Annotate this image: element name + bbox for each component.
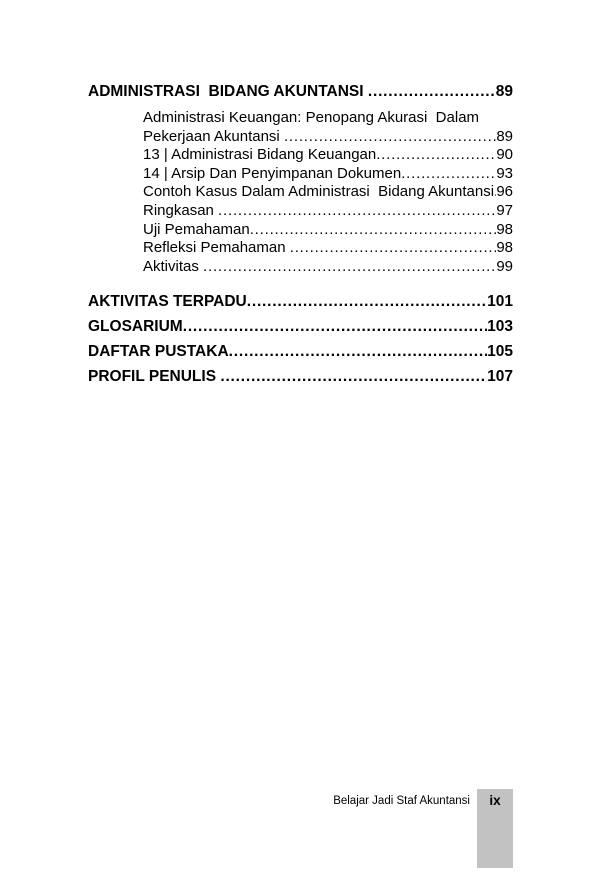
- footer-book-title: Belajar Jadi Staf Akuntansi: [333, 795, 470, 807]
- footer-page-tab: [477, 789, 513, 868]
- toc-entry-label: 14 | Arsip Dan Penyimpanan Dokumen: [143, 164, 402, 182]
- toc-entry-page: 90: [496, 146, 513, 164]
- toc-entry-page: 97: [496, 201, 513, 219]
- toc-entry-page: 105: [487, 343, 513, 361]
- toc-leader-dots: [368, 82, 496, 101]
- toc-entry-label: Administrasi Keuangan: Penopang Akurasi Dalam: [143, 109, 480, 126]
- toc-entry-page: 96: [496, 183, 513, 201]
- toc-leader-dots: [247, 292, 487, 311]
- toc-entry-page: 98: [496, 239, 513, 257]
- toc-leader-dots: [376, 146, 496, 165]
- toc-leader-dots: [203, 258, 496, 277]
- toc-entry-label: PROFIL PENULIS: [88, 368, 221, 386]
- toc-entry-page: 99: [496, 257, 513, 275]
- toc-entry-label: Uji Pemahaman: [143, 220, 250, 238]
- toc-entry-label: 13 | Administrasi Bidang Keuangan: [143, 146, 377, 164]
- toc-row: [143, 146, 513, 165]
- toc-leader-dots: [250, 221, 497, 240]
- toc-entry-label: GLOSARIUM: [88, 318, 183, 336]
- toc-row: [143, 109, 513, 128]
- toc-entry-label: DAFTAR PUSTAKA: [88, 343, 229, 361]
- toc-entry-page: 107: [487, 368, 513, 386]
- toc-row: [88, 82, 513, 101]
- toc-entry-label: Pekerjaan Akuntansi: [143, 127, 284, 145]
- toc-entry-page: 89: [495, 83, 513, 100]
- toc-entry-page: 89: [496, 127, 513, 145]
- toc-leader-dots: [220, 367, 487, 386]
- toc-leader-dots: [290, 239, 497, 258]
- toc-entry-label: Contoh Kasus Dalam Administrasi Bidang Akuntansi: [143, 183, 495, 201]
- toc-leader-dots: [284, 128, 496, 147]
- toc-row: [143, 165, 513, 184]
- toc-leader-dots: [218, 202, 496, 221]
- toc-entry-page: 101: [487, 293, 513, 311]
- toc-row: [143, 202, 513, 221]
- toc-row: [88, 342, 513, 361]
- toc-entry-page: 93: [496, 164, 513, 182]
- toc-leader-dots: [183, 317, 487, 336]
- toc-entry-label: Aktivitas: [143, 257, 204, 275]
- toc-row: [88, 292, 513, 311]
- toc-leader-dots: [401, 165, 496, 184]
- toc-row: [143, 258, 513, 277]
- toc-entry-label: ADMINISTRASI BIDANG AKUNTANSI: [88, 83, 368, 100]
- toc-row: [143, 128, 513, 147]
- toc-row: [88, 367, 513, 386]
- toc-row: [143, 221, 513, 240]
- toc-entry-page: 98: [496, 220, 513, 238]
- toc-row: [143, 183, 513, 202]
- footer-page-number: ix: [489, 793, 501, 808]
- toc-entry-label: Ringkasan: [143, 201, 219, 219]
- toc-row: [143, 239, 513, 258]
- toc-entry-label: AKTIVITAS TERPADU: [88, 293, 247, 311]
- toc-entry-page: 103: [487, 318, 513, 336]
- toc-list: [88, 82, 513, 386]
- toc-entry-label: Refleksi Pemahaman: [143, 239, 290, 257]
- toc-row: [88, 317, 513, 336]
- toc-leader-dots: [229, 342, 487, 361]
